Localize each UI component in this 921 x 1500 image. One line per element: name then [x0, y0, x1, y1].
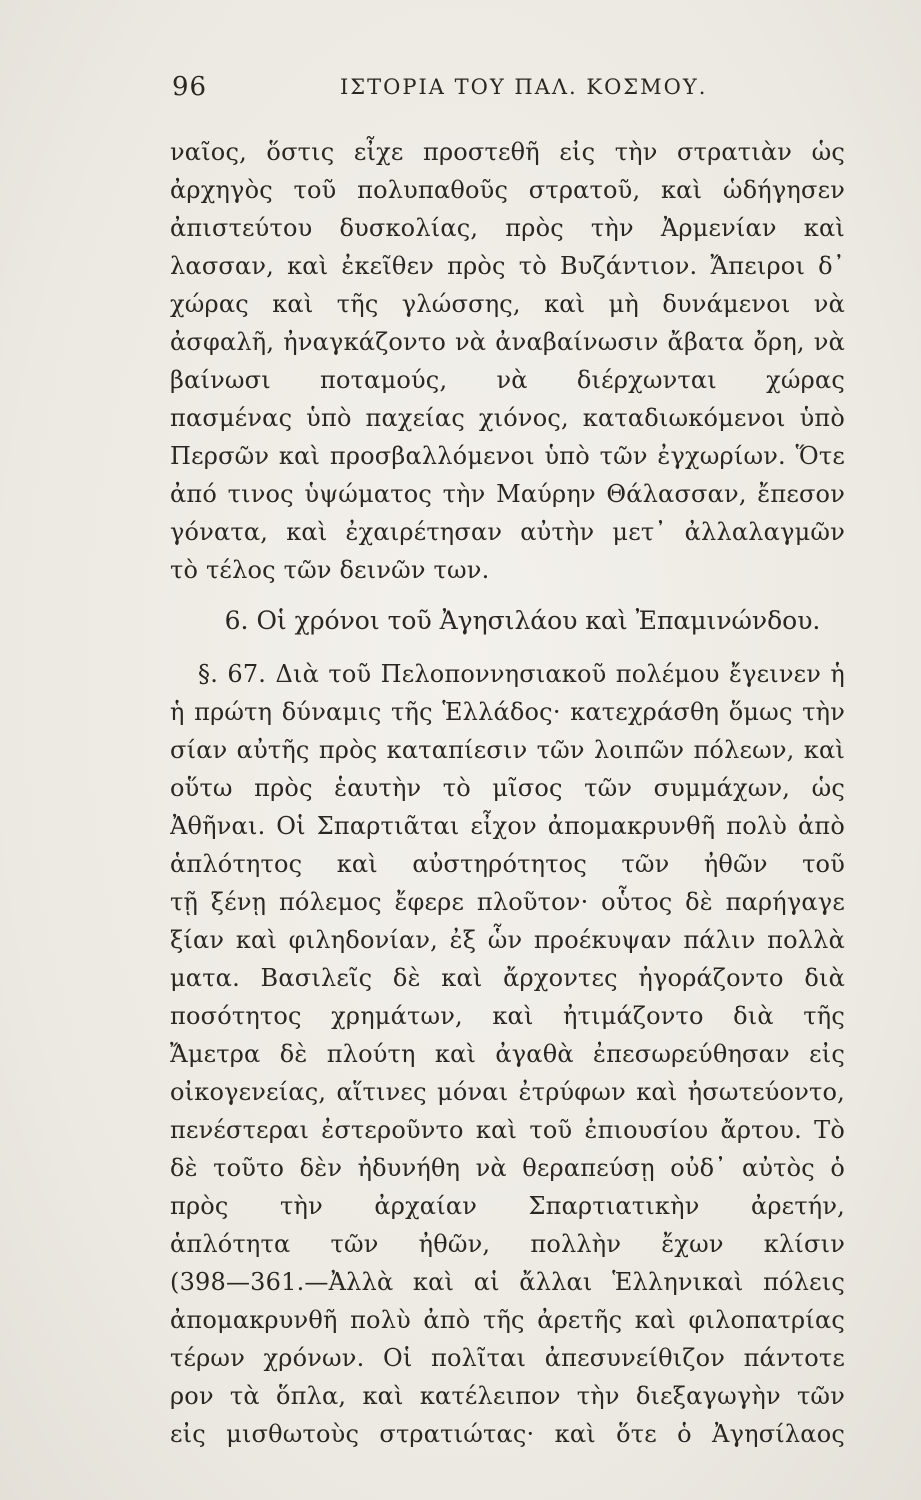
text-line: οὕτω πρὸς ἑαυτὴν τὸ μῖσος τῶν συμμάχων, ὡς: [170, 774, 845, 802]
text-line: τῇ ξένῃ πόλεμος ἔφερε πλοῦτον· οὗτος δὲ παρήγαγε: [170, 888, 845, 916]
text-line: τέρων χρόνων. Οἱ πολῖται ἀπεσυνείθιζον πάντοτε: [170, 1344, 845, 1372]
text-line: ἁπλότητα τῶν ἠθῶν, πολλὴν ἔχων κλίσιν: [170, 1230, 845, 1258]
text-line: ἀπό τινος ὑψώματος τὴν Μαύρην Θάλασσαν, ἔπεσον: [170, 480, 845, 508]
text-line: Ἄμετρα δὲ πλούτη καὶ ἀγαθὰ ἐπεσωρεύθησαν εἰς: [170, 1040, 845, 1068]
text-line: ἁπλότητος καὶ αὐστηρότητος τῶν ἠθῶν τοῦ: [170, 850, 845, 878]
text-line: σίαν αὐτῆς πρὸς καταπίεσιν τῶν λοιπῶν πόλεων, καὶ: [170, 736, 845, 764]
section-heading: 6. Οἱ χρόνοι τοῦ Ἀγησιλάου καὶ Ἐπαμινώνδου.: [224, 606, 821, 635]
paragraph-1: [170, 133, 845, 589]
text-block: [170, 133, 845, 1453]
text-line: ποσότητος χρημάτων, καὶ ἠτιμάζοντο διὰ τῆς: [170, 1002, 845, 1030]
paragraph-2: [170, 655, 845, 1453]
text-line: βαίνωσι ποταμούς, νὰ διέρχωνται χώρας: [170, 366, 845, 394]
text-line: ἀρχηγὸς τοῦ πολυπαθοῦς στρατοῦ, καὶ ὡδήγησεν: [170, 176, 845, 204]
running-head: ΙΣΤΟΡΙΑ ΤΟΥ ΠΑΛ. ΚΟΣΜΟΥ.: [340, 75, 708, 99]
text-line: οἰκογενείας, αἵτινες μόναι ἐτρύφων καὶ ἠσωτεύοντο,: [170, 1078, 845, 1106]
page-header: [0, 72, 921, 112]
page-number: 96: [172, 72, 208, 102]
text-line: γόνατα, καὶ ἐχαιρέτησαν αὐτὴν μετ᾽ ἀλλαλαγμῶν: [170, 518, 845, 546]
text-line: χώρας καὶ τῆς γλώσσης, καὶ μὴ δυνάμενοι νὰ: [170, 290, 845, 318]
text-line: Ἀθῆναι. Οἱ Σπαρτιᾶται εἶχον ἀπομακρυνθῆ πολὺ ἀπὸ: [170, 812, 845, 840]
text-line: ἀπιστεύτου δυσκολίας, πρὸς τὴν Ἀρμενίαν καὶ: [170, 214, 845, 242]
text-line: ματα. Βασιλεῖς δὲ καὶ ἄρχοντες ἠγοράζοντο διὰ: [170, 964, 845, 992]
text-line: Περσῶν καὶ προσβαλλόμενοι ὑπὸ τῶν ἐγχωρίων. Ὅτε: [170, 442, 845, 470]
text-line: πενέστεραι ἐστεροῦντο καὶ τοῦ ἐπιουσίου ἄρτου. Τὸ: [170, 1116, 845, 1144]
text-line: ἀσφαλῆ, ἠναγκάζοντο νὰ ἀναβαίνωσιν ἄβατα ὄρη, νὰ: [170, 328, 845, 356]
text-line: εἰς μισθωτοὺς στρατιώτας· καὶ ὅτε ὁ Ἀγησίλαος: [170, 1420, 845, 1448]
text-line: (398—361.—Ἀλλὰ καὶ αἱ ἄλλαι Ἑλληνικαὶ πόλεις: [170, 1268, 845, 1296]
text-line: πασμένας ὑπὸ παχείας χιόνος, καταδιωκόμενοι ὑπὸ: [170, 404, 845, 432]
text-line: ἀπομακρυνθῆ πολὺ ἀπὸ τῆς ἀρετῆς καὶ φιλοπατρίας: [170, 1306, 845, 1334]
text-line: ρον τὰ ὅπλα, καὶ κατέλειπον τὴν διεξαγωγὴν τῶν: [170, 1382, 845, 1410]
text-line: τὸ τέλος τῶν δεινῶν των.: [170, 556, 490, 584]
text-line: ἡ πρώτη δύναμις τῆς Ἑλλάδος· κατεχράσθη ὅμως τὴν: [170, 698, 845, 726]
text-line: §. 67. Διὰ τοῦ Πελοποννησιακοῦ πολέμου ἔγεινεν ἡ: [198, 660, 845, 688]
text-line: λασσαν, καὶ ἐκεῖθεν πρὸς τὸ Βυζάντιον. Ἄπειροι δ᾽: [170, 252, 845, 280]
text-line: δὲ τοῦτο δὲν ἠδυνήθη νὰ θεραπεύσῃ οὐδ᾽ αὐτὸς ὁ: [170, 1154, 845, 1182]
text-line: ξίαν καὶ φιληδονίαν, ἐξ ὧν προέκυψαν πάλιν πολλὰ: [170, 926, 845, 954]
text-line: πρὸς τὴν ἀρχαίαν Σπαρτιατικὴν ἀρετήν,: [170, 1192, 845, 1220]
text-line: ναῖος, ὅστις εἶχε προστεθῆ εἰς τὴν στρατιὰν ὡς: [170, 138, 845, 166]
